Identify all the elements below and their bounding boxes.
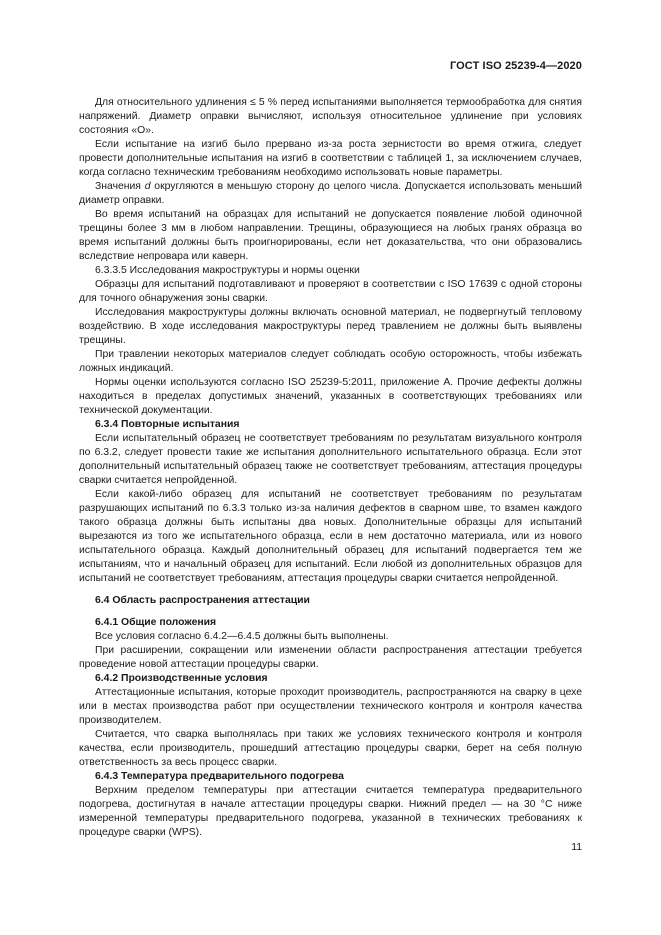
page-body [79,96,582,840]
paragraph: Для относительного удлинения ≤ 5 % перед испытаниями выполняется термообработка для снятия напряжений. Диаметр оправки вычисляют, используя относительное удлинение при условиях состояния «О». [79,97,582,136]
variable-d: d [144,181,151,192]
section-heading: 6.4.3 Температура предварительного подогрева [95,771,344,782]
paragraph: Верхним пределом температуры при аттестации считается температура предварительного подогрева, достигнутая в начале аттестации процедуры сварки. Нижний предел — на 30 °С ниже измеренной температуры предварительного подогрева, указанной в технических требованиях к процедуре сварки (WPS). [79,785,582,838]
paragraph: При травлении некоторых материалов следует соблюдать особую осторожность, чтобы избежать ложных индикаций. [79,349,582,374]
section-heading: 6.4.2 Производственные условия [95,673,268,684]
paragraph: При расширении, сокращении или изменении области распространения аттестации требуется проведение новой аттестации процедуры сварки. [79,645,582,670]
section-heading: 6.3.4 Повторные испытания [95,419,240,430]
paragraph: Если испытательный образец не соответствует требованиям по результатам визуального контроля по 6.3.2, следует провести такие же испытания дополнительного испытательного образца. Если этот дополнительный испытательный образец также не соответствует требованиям, аттестация процедуры сварки считается непройденной. [79,433,582,486]
paragraph: Образцы для испытаний подготавливают и проверяют в соответствии с ISO 17639 с одной стороны для точного обнаружения зоны сварки. [79,279,582,304]
paragraph: Если испытание на изгиб было прервано из-за роста зернистости во время отжига, следует провести дополнительные испытания на изгиб в соответствии с таблицей 1, за исключением случаев, когда согласно техническим требованиям необходимо использовать новые параметры. [79,139,582,178]
paragraph: Все условия согласно 6.4.2—6.4.5 должны быть выполнены. [95,631,389,642]
paragraph: Нормы оценки используются согласно ISO 25239-5:2011, приложение А. Прочие дефекты должны находиться в пределах допустимых значений, указанных в соответствующих требованиях или технической документации. [79,377,582,416]
text-span: Значения [95,181,145,192]
paragraph: Если какой-либо образец для испытаний не соответствует требованиям по результатам разрушающих испытаний по 6.3.3 только из-за наличия дефектов в сварном шве, то взамен каждого такого образца должны быть испытаны два новых. Дополнительные образцы для испытаний вырезаются из того же испытательного образца, если в нем достаточно материала, или из нового испытательного образца. Каждый дополнительный образец для испытаний подвергается тем же испытаниям, что и начальный образец для испытаний. Если любой из дополнительных образцов для испытаний не соответствует требованиям, аттестация процедуры сварки считается непройденной. [79,489,582,584]
paragraph: Исследования макроструктуры должны включать основной материал, не подвергнутый тепловому воздействию. В ходе исследования макроструктуры перед травлением не должны быть выявлены трещины. [79,307,582,346]
section-heading: 6.4.1 Общие положения [95,617,217,628]
subsection-title: 6.3.3.5 Исследования макроструктуры и нормы оценки [95,265,360,276]
standard-code: ГОСТ ISO 25239-4—2020 [449,60,582,72]
page-number: 11 [571,842,582,853]
paragraph: Аттестационные испытания, которые проходит производитель, распространяются на сварку в цехе или в местах производства работ при осуществлении технического контроля и контроля качества производителем. [79,687,582,726]
paragraph: Считается, что сварка выполнялась при таких же условиях технического контроля и контроля качества, если производитель, прошедший аттестацию процедуры сварки, берет на себя полную ответственность за весь процесс сварки. [79,729,582,768]
text-span: округляются в меньшую сторону до целого числа. Допускается использовать меньший диаметр оправки. [79,181,583,206]
paragraph: Во время испытаний на образцах для испытаний не допускается появление любой одиночной трещины более 3 мм в любом направлении. Трещины, образующиеся на любых гранях образца во время испытаний должны быть проигнорированы, если нет доказательства, что они образовались вследствие непровара или каверн. [79,209,582,262]
paragraph [79,180,582,208]
section-heading: 6.4 Область распространения аттестации [95,595,310,606]
